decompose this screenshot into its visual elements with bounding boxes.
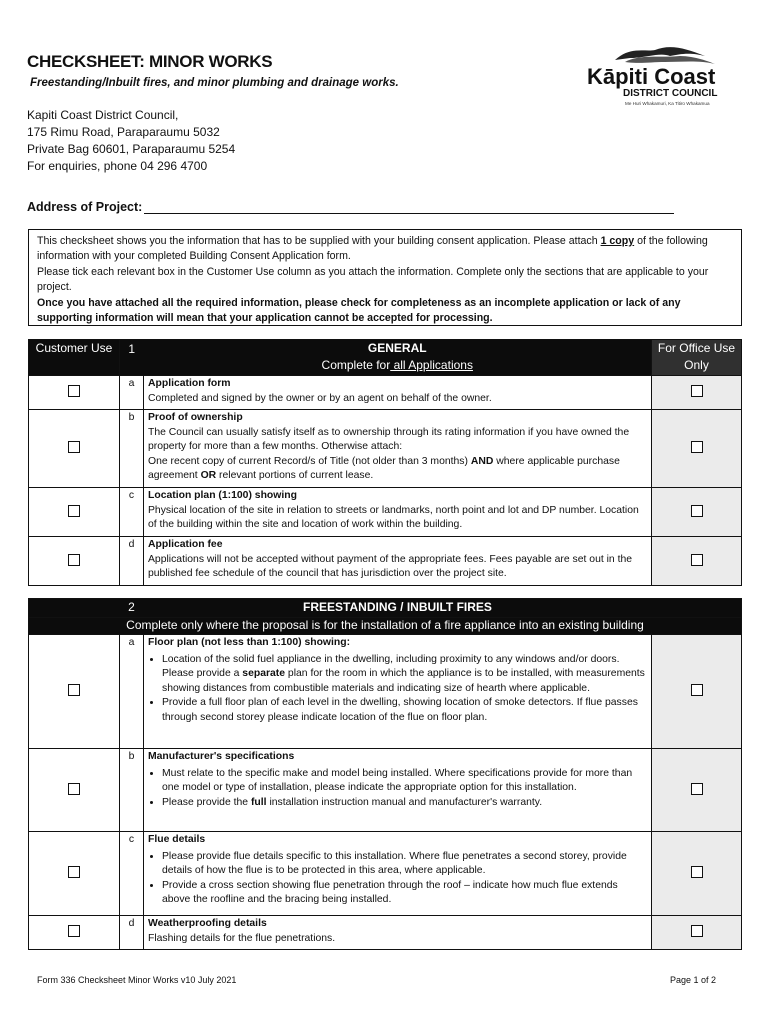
page-number: Page 1 of 2 bbox=[670, 975, 717, 985]
address-line: For enquiries, phone 04 296 4700 bbox=[27, 159, 208, 173]
address-line: 175 Rimu Road, Paraparaumu 5032 bbox=[27, 125, 220, 139]
section-number: 1 bbox=[120, 340, 144, 376]
section-number: 2 bbox=[120, 599, 144, 618]
office-checkbox-1a[interactable] bbox=[691, 385, 703, 397]
bullet-item: • Provide a full floor plan of each level in the dwelling, showing location of smoke detectors. If flue passes through second storey please indicate location of the flue on floor plan. bbox=[162, 696, 647, 725]
item-letter: d bbox=[120, 537, 144, 586]
office-checkbox-1c[interactable] bbox=[691, 505, 703, 517]
item-letter: a bbox=[120, 635, 144, 749]
item-heading: Application form bbox=[148, 378, 231, 389]
bullet-item: • Provide a cross section showing flue penetration through the roof – indicate how much flue extends above the roofline and the bracing being installed. bbox=[162, 879, 647, 908]
customer-checkbox-2d[interactable] bbox=[68, 925, 80, 937]
office-checkbox-2d[interactable] bbox=[691, 925, 703, 937]
customer-checkbox-2c[interactable] bbox=[68, 866, 80, 878]
bullet-item: • Please provide the full installation instruction manual and manufacturer's warranty. bbox=[162, 796, 647, 811]
bullet-item: • Location of the solid fuel appliance in the dwelling, including proximity to any windows and/or doors. Please provide a separate plan for the room in which the appliance is to be installed, with measurements showing distances from combustible materials and indicating size of hearth where applicable. bbox=[162, 653, 647, 697]
office-checkbox-2a[interactable] bbox=[691, 684, 703, 696]
item-heading: Application fee bbox=[148, 539, 223, 550]
office-checkbox-2c[interactable] bbox=[691, 866, 703, 878]
page-subtitle: Freestanding/Inbuilt fires, and minor plumbing and drainage works. bbox=[30, 77, 399, 89]
section-title: FREESTANDING / INBUILT FIRES bbox=[144, 599, 652, 618]
item-letter: c bbox=[120, 832, 144, 916]
customer-checkbox-1b[interactable] bbox=[68, 441, 80, 453]
section-fires-table: 2 FREESTANDING / INBUILT FIRES Complete only where the proposal is for the installation of a fire appliance into an existing building a Floor plan (not less than 1:100) showing: • Location of the solid fuel appliance in the dwelling, including proximity to any windows and/or doors. Please provide a separate plan for the room in which the appliance is to be installed, with measurements showing distances from combustible materials and indicating size of hearth where applicable. • Provide a full floor plan of each level in the dwelling, showing location of smoke detectors. If flue passes through second storey please indicate location of the flue on floor plan. b Manufacturer's specifications • Must relate to the specific make and model being installed. Where specifications provide for more than one model or type of installation, please indicate the appropriate option for this installation. • Please provide the full installation instruction manual and manufacturer's warranty. c Flue details • Please provide flue details specific to this installation. Where flue penetrates a second storey, provide details of how the flue is to be protected in this area, where applicable. • Provide a cross section showing flue penetration through the roof – indicate how much flue extends above the roofline and the bracing being installed. d Weatherproofing details Flashing details for the flue penetrations. bbox=[28, 598, 742, 950]
project-address-field[interactable] bbox=[27, 200, 687, 214]
council-address bbox=[27, 107, 235, 175]
council-logo bbox=[585, 42, 735, 112]
intro-notice: This checksheet shows you the information that has to be supplied with your building consent application. Please attach 1 copy of the following information with your completed Building Consent Application form. Please tick each relevant box in the Customer Use column as you attach the information. Complete only the sections that are applicable to your project. Once you have attached all the required information, please check for completeness as an incomplete application or lack of any supporting information will mean that your application cannot be accepted for processing. bbox=[28, 229, 742, 326]
item-heading: Proof of ownership bbox=[148, 412, 243, 423]
customer-checkbox-1a[interactable] bbox=[68, 385, 80, 397]
customer-use-header: Customer Use bbox=[29, 340, 120, 376]
bullet-item: • Please provide flue details specific to this installation. Where flue penetrates a second storey, provide details of how the flue is to be protected in this area, where applicable. bbox=[162, 850, 647, 879]
office-checkbox-1b[interactable] bbox=[691, 441, 703, 453]
section-general-table: Customer Use 1 GENERAL Complete for all Applications For Office Use Only a Application form Completed and signed by the owner or by an agent on behalf of the owner. b Proof of ownership The Council can usually satisfy itself as to ownership through its rating information if you have owned the property for more than a few months. Otherwise attach: One recent copy of current Record/s of Title (not older than 3 months) AND where applicable purchase agreement OR relevant portions of current lease. c Location plan (1:100) showing Physical location of the site in relation to streets or landmarks, north point and lot and DP number. Location of the building within the site and location of work within the building. d Application fee Applications will not be accepted without payment of the appropriate fees. Fees payable are set out in the published fee schedule of the council that has jurisdiction over the project site. bbox=[28, 339, 742, 586]
intro-instructions: Please tick each relevant box in the Customer Use column as you attach the information. Complete only the sections that are applicable to your project. bbox=[37, 265, 709, 294]
customer-checkbox-1c[interactable] bbox=[68, 505, 80, 517]
copy-count: 1 copy bbox=[600, 235, 635, 247]
section-subtitle: Complete only where the proposal is for the installation of a fire appliance into an existing building bbox=[29, 618, 742, 635]
item-heading: Flue details bbox=[148, 834, 206, 845]
logo-subtitle: DISTRICT COUNCIL bbox=[623, 88, 718, 99]
item-letter: b bbox=[120, 410, 144, 488]
item-letter: c bbox=[120, 488, 144, 537]
office-checkbox-1d[interactable] bbox=[691, 554, 703, 566]
customer-checkbox-2b[interactable] bbox=[68, 783, 80, 795]
page-title: CHECKSHEET: MINOR WORKS bbox=[27, 52, 273, 71]
item-heading: Manufacturer's specifications bbox=[148, 751, 295, 762]
office-checkbox-2b[interactable] bbox=[691, 783, 703, 795]
item-heading: Floor plan (not less than 1:100) showing: bbox=[148, 637, 351, 648]
item-letter: b bbox=[120, 749, 144, 832]
item-heading: Location plan (1:100) showing bbox=[148, 490, 297, 501]
office-use-header: For Office Use Only bbox=[652, 340, 742, 376]
item-letter: d bbox=[120, 916, 144, 950]
customer-checkbox-2a[interactable] bbox=[68, 684, 80, 696]
form-reference: Form 336 Checksheet Minor Works v10 July 2021 bbox=[37, 975, 237, 985]
project-address-blank[interactable] bbox=[144, 201, 674, 214]
address-line: Private Bag 60601, Paraparaumu 5254 bbox=[27, 142, 236, 156]
logo-title: Kāpiti Coast bbox=[587, 64, 716, 89]
item-heading: Weatherproofing details bbox=[148, 918, 267, 929]
intro-warning: Once you have attached all the required information, please check for completeness as an incomplete application or lack of any supporting information will mean that your application cannot be accepted for processing. bbox=[37, 296, 681, 325]
bullet-item: • Must relate to the specific make and model being installed. Where specifications provide for more than one model or type of installation, please indicate the appropriate option for this installation. bbox=[162, 767, 647, 796]
customer-checkbox-1d[interactable] bbox=[68, 554, 80, 566]
item-letter: a bbox=[120, 376, 144, 410]
project-address-label: Address of Project: bbox=[27, 200, 143, 214]
address-line: Kapiti Coast District Council, bbox=[27, 108, 179, 122]
section-title: GENERAL Complete for all Applications bbox=[144, 340, 652, 376]
logo-tagline: Me Huri Whakamuri, Ka Titiro Whakamua bbox=[625, 101, 710, 106]
